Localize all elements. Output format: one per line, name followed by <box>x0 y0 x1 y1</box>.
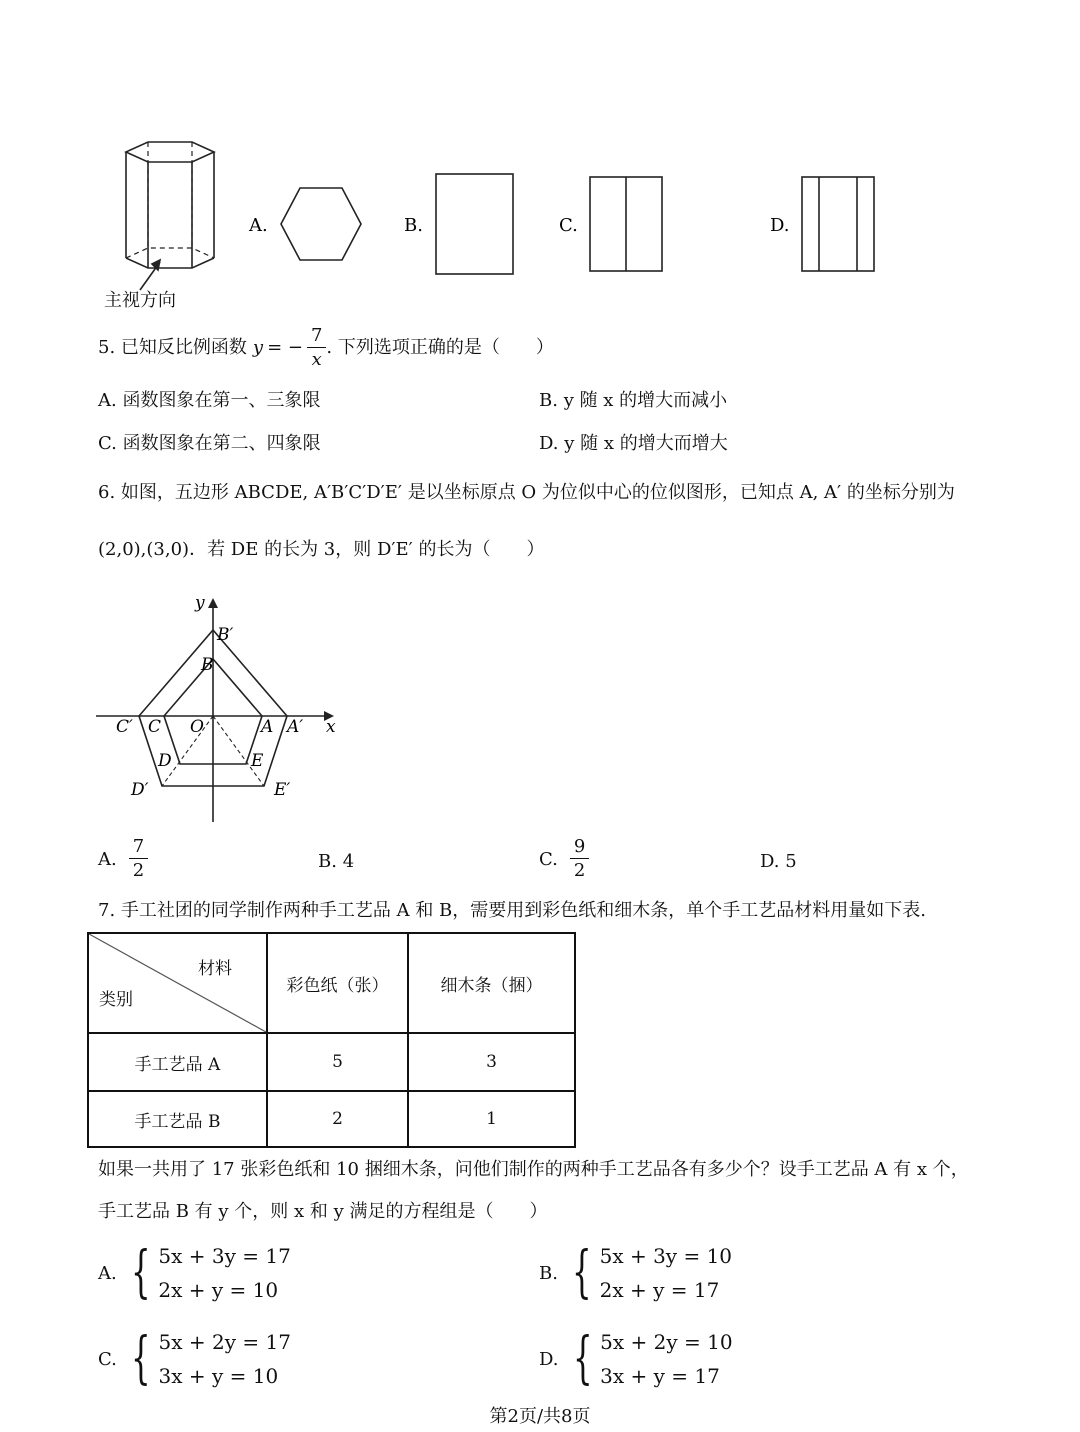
q7-option-d-eq2: 3x + y = 17 <box>600 1364 720 1388</box>
label-A-prime: A′ <box>287 717 304 737</box>
q6-option-d <box>760 853 797 871</box>
q7-option-b-eq2: 2x + y = 17 <box>599 1278 720 1302</box>
q6-stem-line1: 6. 如图，五边形 ABCDE, A′B′C′D′E′ 是以坐标原点 O 为位似中心的位似图形，已知点 A, A′ 的坐标分别为 <box>98 482 955 503</box>
q5-suffix: . 下列选项正确的是（ ） <box>326 337 554 358</box>
q5-option-c <box>98 435 321 453</box>
q6-option-d-text: 5 <box>785 851 797 872</box>
q7-question-line2: 手工艺品 B 有 y 个，则 x 和 y 满足的方程组是（ ） <box>98 1201 548 1222</box>
q5-stem <box>98 327 554 369</box>
q6-option-b-label: B. <box>318 851 337 872</box>
q6-homothety-figure <box>90 590 350 830</box>
q5-option-a-label: A. <box>98 390 117 411</box>
q4-option-c-label: C. <box>559 215 578 236</box>
q7-option-c-label: C. <box>98 1348 117 1370</box>
q5-option-d-label: D. <box>539 433 559 454</box>
q7-option-d <box>539 1326 733 1391</box>
label-y: y <box>195 593 205 613</box>
view-direction-label: 主视方向 <box>104 290 176 311</box>
label-C-prime: C′ <box>116 717 133 737</box>
label-D: D <box>158 751 172 771</box>
table-corner-bottom: 类别 <box>99 990 133 1010</box>
q5-option-b-label: B. <box>539 390 558 411</box>
q7-option-a-eq1: 5x + 3y = 17 <box>158 1244 291 1268</box>
q5-fraction <box>307 327 326 369</box>
label-D-prime: D′ <box>131 780 149 800</box>
q7-option-a <box>98 1240 291 1305</box>
q7-option-a-eq2: 2x + y = 10 <box>158 1278 279 1302</box>
table-header-paper: 彩色纸（张） <box>267 933 408 1033</box>
q5-option-d-text: y 随 x 的增大而增大 <box>564 433 728 454</box>
option-b-rectangle <box>436 174 513 274</box>
brace-icon: { <box>572 1326 593 1391</box>
materials-table <box>87 932 576 1148</box>
q4-option-b-label: B. <box>404 215 423 236</box>
table-row <box>88 1033 575 1091</box>
q6-stem-line2: (2,0),(3,0)．若 DE 的长为 3，则 D′E′ 的长为（ ） <box>98 539 545 560</box>
table-row-name: 手工艺品 A <box>88 1033 267 1091</box>
q5-func-y: y <box>252 337 264 358</box>
q6-option-b <box>318 853 354 871</box>
brace-icon: { <box>130 1240 151 1305</box>
prism-top-face <box>126 142 214 162</box>
q6-option-a <box>98 838 148 880</box>
q5-option-d <box>539 435 728 453</box>
q7-option-d-label: D. <box>539 1348 559 1370</box>
label-x: x <box>326 717 336 737</box>
label-C: C <box>148 717 162 737</box>
q6-option-d-label: D. <box>760 851 780 872</box>
q6-option-c-num: 9 <box>570 838 589 859</box>
label-B-prime: B′ <box>217 625 234 645</box>
q5-option-c-label: C. <box>98 433 117 454</box>
q6-option-a-label: A. <box>98 848 117 870</box>
table-header-wood: 细木条（捆） <box>408 933 575 1033</box>
q4-option-a-label: A. <box>249 215 268 236</box>
q7-option-b-label: B. <box>539 1262 558 1284</box>
q7-option-b-eq1: 5x + 3y = 10 <box>599 1244 733 1268</box>
page-footer: 第2页/共8页 <box>489 1406 591 1427</box>
q5-option-b <box>539 392 727 410</box>
q7-option-c <box>98 1326 291 1391</box>
table-row-paper: 2 <box>267 1091 408 1147</box>
table-row-paper: 5 <box>267 1033 408 1091</box>
table-row <box>88 1091 575 1147</box>
label-E: E <box>251 751 264 771</box>
table-row-wood: 3 <box>408 1033 575 1091</box>
label-B: B <box>201 655 214 675</box>
q5-option-c-text: 函数图象在第二、四象限 <box>122 433 321 454</box>
q7-option-c-eq1: 5x + 2y = 17 <box>158 1330 291 1354</box>
brace-icon: { <box>571 1240 592 1305</box>
q7-question-line1: 如果一共用了 17 张彩色纸和 10 捆细木条，问他们制作的两种手工艺品各有多少个？设手工艺品 A 有 x 个， <box>98 1159 969 1180</box>
q6-option-c-label: C. <box>539 848 558 870</box>
q7-option-b <box>539 1240 733 1305</box>
q6-option-c <box>539 838 589 880</box>
option-c-rectangle <box>590 177 662 271</box>
q6-option-b-text: 4 <box>342 851 355 872</box>
q7-option-c-eq2: 3x + y = 10 <box>158 1364 279 1388</box>
q7-option-a-label: A. <box>98 1262 117 1284</box>
q6-option-a-den: 2 <box>132 860 145 881</box>
q5-frac-den: x <box>311 349 322 370</box>
q6-option-c-den: 2 <box>573 860 586 881</box>
q4-option-d-label: D. <box>770 215 790 236</box>
option-d-rectangle <box>802 177 874 271</box>
q5-option-b-text: y 随 x 的增大而减小 <box>563 390 728 411</box>
hexagonal-prism-figure <box>126 142 214 290</box>
table-corner-top: 材料 <box>198 959 232 979</box>
table-corner-cell <box>88 933 267 1033</box>
label-A: A <box>261 717 274 737</box>
q6-option-a-num: 7 <box>129 838 148 859</box>
brace-icon: { <box>130 1326 151 1391</box>
q5-option-a-text: 函数图象在第一、三象限 <box>122 390 321 411</box>
q5-option-a <box>98 392 320 410</box>
table-row-name: 手工艺品 B <box>88 1091 267 1147</box>
label-O: O <box>190 717 204 737</box>
q7-option-d-eq1: 5x + 2y = 10 <box>600 1330 733 1354</box>
table-row-wood: 1 <box>408 1091 575 1147</box>
q5-prefix: 5. 已知反比例函数 <box>98 337 247 358</box>
q5-func-eq: = − <box>267 337 303 358</box>
q5-frac-num: 7 <box>307 327 326 348</box>
label-E-prime: E′ <box>274 780 291 800</box>
q7-intro: 7. 手工社团的同学制作两种手工艺品 A 和 B，需要用到彩色纸和细木条，单个手工艺品材料用量如下表. <box>98 900 927 921</box>
option-a-hexagon <box>281 188 361 260</box>
